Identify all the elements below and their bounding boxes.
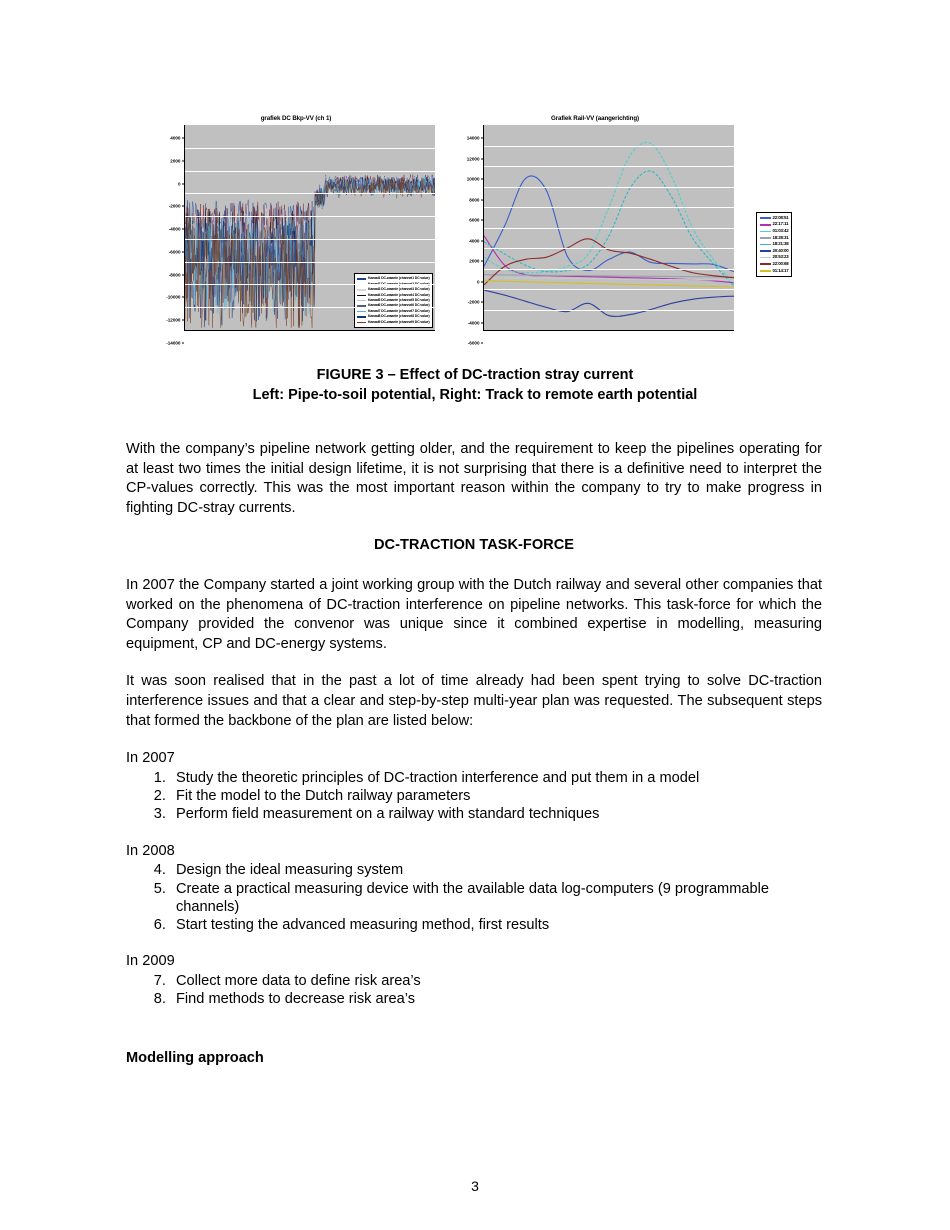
spacer-before-subheading <box>126 1009 822 1029</box>
legend-color-swatch <box>357 295 366 297</box>
legend-item-label: 18:21:38 <box>772 241 789 247</box>
gridline <box>484 248 734 249</box>
legend-color-swatch <box>760 257 771 259</box>
step-2007-item: 3. Perform field measurement on a railway with standard techniques <box>170 805 822 823</box>
step-2007-item: 1. Study the theoretic principles of DC-traction interference and put them in a model <box>170 769 822 787</box>
y-axis-tick-label: 2000 <box>469 258 480 264</box>
gridline <box>484 207 734 208</box>
right-chart-legend <box>756 212 793 277</box>
right-chart-body <box>457 125 734 346</box>
right-chart-series-line <box>484 142 734 284</box>
subheading-modelling-approach: Modelling approach <box>126 1049 264 1066</box>
legend-item-label: 18:28:31 <box>772 234 789 240</box>
paragraph-1: With the company’s pipeline network getting older, and the requirement to keep the pipelines operating for at least two times the initial design lifetime, it is not surprising that there is a definitive need to interpret the CP-values correctly. This was the most important reason within the company to try to make progress in fighting DC-stray currents. <box>126 441 822 516</box>
y-axis-tick-label: 0 <box>177 181 181 187</box>
gridline <box>185 216 435 217</box>
y-axis-tick-label: 12000 <box>466 156 480 161</box>
right-chart-series-line <box>484 290 734 316</box>
y-axis-tick-label: -4000 <box>467 320 480 325</box>
year-label-2008: In 2008 <box>126 842 175 859</box>
gridline <box>484 269 734 270</box>
legend-item <box>760 241 789 248</box>
left-chart-y-axis <box>158 125 184 346</box>
legend-item-label: 22:17:11 <box>772 221 789 227</box>
year-label-2009: In 2009 <box>126 953 175 970</box>
step-2008-item: 5. Create a practical measuring device with the available data log-computers (9 programmable channels) <box>170 880 822 917</box>
gridline <box>185 148 435 149</box>
legend-item <box>760 228 789 235</box>
y-axis-tick-label: -10000 <box>166 294 181 300</box>
legend-item <box>760 248 789 255</box>
y-axis-tick-label: 2000 <box>170 158 181 164</box>
y-axis-tick-label: 8000 <box>469 197 480 202</box>
gridline <box>484 330 734 331</box>
gridline <box>484 146 734 147</box>
right-chart-y-axis <box>457 125 483 346</box>
left-chart-title: grafiek DC Bkp-VV (ch 1) <box>260 115 332 122</box>
section-heading-task-force: DC-TRACTION TASK-FORCE <box>374 537 574 554</box>
legend-item-label: Kanaal6 DC-waarde (channel6 DC value) <box>367 303 430 308</box>
legend-color-swatch <box>357 316 366 318</box>
figure-3 <box>0 112 950 346</box>
spacer-after-2007 <box>126 824 822 842</box>
spacer-before-subheading-2 <box>126 1029 822 1049</box>
paragraph-3: It was soon realised that in the past a lot of time already had been spent trying to solve DC-traction interference issues and that a clear and step-by-step multi-year plan was requested. The subsequent steps that formed the backbone of the plan are listed below: <box>126 673 822 729</box>
legend-item <box>760 235 789 242</box>
legend-color-swatch <box>760 263 771 265</box>
legend-item-label: Kanaal8 DC-waarde (channel8 DC value) <box>367 314 430 319</box>
gridline <box>185 330 435 331</box>
y-axis-tick-label: -6000 <box>467 340 480 346</box>
gridline <box>484 228 734 229</box>
legend-color-swatch <box>760 250 771 252</box>
y-axis-tick-label: 6000 <box>469 217 480 223</box>
document-content <box>126 440 822 1068</box>
gridline <box>185 284 435 285</box>
legend-color-swatch <box>760 224 771 226</box>
legend-item <box>760 254 789 261</box>
legend-item <box>357 320 430 325</box>
year-label-2007: In 2007 <box>126 750 175 767</box>
legend-color-swatch <box>357 278 366 280</box>
gridline <box>185 262 435 263</box>
y-axis-tick-label: -14000 <box>166 340 181 346</box>
y-axis-tick-label: -4000 <box>168 226 181 232</box>
figure-caption <box>0 365 950 405</box>
y-axis-tick-label: -8000 <box>168 272 181 278</box>
legend-item-label: 22:08:51 <box>772 214 789 220</box>
figure-caption-line-1: FIGURE 3 – Effect of DC-traction stray current <box>316 367 634 383</box>
legend-item-label: 22:00:68 <box>772 260 789 266</box>
y-axis-tick-label: 10000 <box>466 176 480 182</box>
page-number: 3 <box>471 1178 479 1194</box>
y-axis-tick-label: 4000 <box>170 135 181 141</box>
y-axis-tick-label: 0 <box>476 279 480 284</box>
legend-item <box>760 261 789 268</box>
y-axis-tick-label: -12000 <box>166 317 181 323</box>
y-axis-tick-label: 14000 <box>466 135 480 141</box>
gridline <box>484 289 734 290</box>
left-chart-body <box>158 125 435 346</box>
left-chart-legend <box>354 273 433 328</box>
legend-color-swatch <box>760 237 771 239</box>
right-chart <box>457 112 734 346</box>
legend-item <box>760 268 789 275</box>
legend-item-label: 20:40:00 <box>772 247 789 253</box>
legend-color-swatch <box>357 300 366 302</box>
left-chart <box>158 112 435 346</box>
y-axis-tick-label: -6000 <box>168 249 181 255</box>
right-chart-plot-area <box>483 125 734 331</box>
gridline <box>484 310 734 311</box>
legend-item <box>760 221 789 228</box>
legend-item-label: 01:14:17 <box>772 267 789 273</box>
steps-list-2008 <box>126 861 822 934</box>
legend-item-label: Kanaal4 DC-waarde (channel4 DC value) <box>367 292 430 297</box>
legend-item-label: Kanaal9 DC-waarde (channel9 DC value) <box>367 319 430 324</box>
right-chart-series-line <box>484 281 734 287</box>
legend-color-swatch <box>760 244 771 246</box>
gridline <box>484 166 734 167</box>
step-2009-item: 8. Find methods to decrease risk area’s <box>170 990 822 1008</box>
step-2007-item: 2. Fit the model to the Dutch railway parameters <box>170 787 822 805</box>
legend-item-label: Kanaal7 DC-waarde (channel7 DC value) <box>367 308 430 313</box>
legend-item-label: 20:53:23 <box>772 254 789 260</box>
y-axis-tick-label: -2000 <box>168 203 181 209</box>
step-2009-item: 7. Collect more data to define risk area’s <box>170 972 822 990</box>
right-chart-title: Grafiek Rail-VV (aangerichting) <box>550 115 639 122</box>
gridline <box>185 307 435 308</box>
right-chart-series-line <box>484 176 734 272</box>
gridline <box>185 193 435 194</box>
legend-item-label: 01:03:42 <box>772 228 789 234</box>
step-2008-item: 4. Design the ideal measuring system <box>170 861 822 879</box>
steps-list-2009 <box>126 972 822 1009</box>
legend-color-swatch <box>760 217 771 219</box>
charts-row <box>0 112 950 346</box>
legend-color-swatch <box>760 270 771 272</box>
legend-color-swatch <box>760 231 771 233</box>
y-axis-tick-label: 4000 <box>469 238 480 243</box>
legend-color-swatch <box>357 311 366 313</box>
figure-caption-line-2: Left: Pipe-to-soil potential, Right: Track to remote earth potential <box>252 387 698 403</box>
left-chart-plot-area <box>184 125 435 331</box>
legend-item-label: Kanaal5 DC-waarde (channel5 DC value) <box>367 298 430 303</box>
gridline <box>185 171 435 172</box>
y-axis-tick-label: -2000 <box>467 299 480 305</box>
step-2008-item: 6. Start testing the advanced measuring method, first results <box>170 916 822 934</box>
paragraph-2: In 2007 the Company started a joint working group with the Dutch railway and several other companies that worked on the phenomena of DC-traction interference on pipeline networks. This task-force for which the Company provided the convenor was unique since it combined expertise in modelling, measuring equipment, CP and DC-energy systems. <box>126 576 822 652</box>
gridline <box>185 239 435 240</box>
spacer-after-2008 <box>126 934 822 952</box>
legend-color-swatch <box>357 322 366 324</box>
legend-item-label: Kanaal3 DC-waarde (channel3 DC value) <box>367 287 430 292</box>
right-chart-series-line <box>484 278 734 281</box>
gridline <box>484 187 734 188</box>
legend-color-swatch <box>357 289 366 291</box>
legend-item <box>760 215 789 222</box>
steps-list-2007 <box>126 769 822 824</box>
legend-item-label: Kanaal1 DC-waarde (channel1 DC value) <box>367 276 430 281</box>
